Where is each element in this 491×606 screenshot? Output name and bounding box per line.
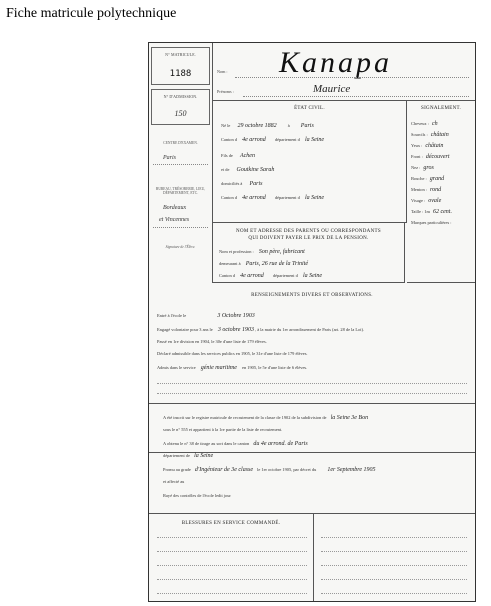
name-header bbox=[213, 43, 475, 101]
bureau-line bbox=[153, 227, 208, 228]
left-column bbox=[149, 43, 213, 283]
service-tail: en 1905, le 5e d'une liste de 6 élèves. bbox=[242, 365, 308, 370]
recruit-departement-label: département de bbox=[163, 453, 190, 458]
promotion-grade: d'Ingénieur de 3e classe bbox=[194, 467, 254, 473]
wound-line-10 bbox=[321, 593, 467, 594]
parents-title: NOM ET ADRESSE DES PARENTS OU CORRESPONDANTS bbox=[236, 229, 381, 234]
first-name: Maurice bbox=[313, 83, 351, 95]
domicile-departement-label: département d bbox=[274, 195, 300, 200]
engagement-label: Engagé volontaire pour 3 ans le bbox=[157, 327, 213, 332]
division-row: Passé en 1re division en 1904, le 30e d'une liste de 179 élèves. bbox=[157, 339, 267, 344]
domicile-canton-label: Canton d bbox=[221, 195, 237, 200]
tirage-canton: du 4e arrond. de Paris bbox=[253, 441, 308, 447]
nom-line bbox=[235, 77, 469, 78]
signalement-value: découvert bbox=[425, 154, 450, 160]
signalement-value: châtain bbox=[425, 143, 444, 149]
matricule-caption: N° MATRICULE. bbox=[165, 52, 196, 57]
domicile-value: Paris bbox=[249, 181, 263, 187]
signalement-row bbox=[411, 121, 438, 127]
promotion-row bbox=[163, 467, 376, 473]
signalement-value: 62 cent. bbox=[432, 209, 452, 215]
prenoms-line bbox=[243, 96, 469, 97]
parents-section bbox=[213, 223, 405, 283]
mother-row bbox=[221, 167, 274, 173]
signalement-value: grand bbox=[429, 176, 445, 182]
signalement-label: Sourcils : bbox=[411, 132, 428, 137]
mother-name: Goutkine Sarah bbox=[236, 167, 275, 173]
service-value: génie maritime bbox=[200, 365, 237, 371]
parent-departement: la Seine bbox=[302, 273, 323, 279]
domicile-label: domiciliés à bbox=[221, 181, 243, 186]
birth-date-label: Né le bbox=[221, 123, 231, 128]
signalement-row bbox=[411, 143, 443, 149]
signalement-row bbox=[411, 187, 441, 193]
engagement-date: 3 octobre 1903 bbox=[217, 327, 254, 333]
birth-departement: la Seine bbox=[304, 137, 325, 143]
registry-number-row: sous le n° 555 et appartient à la 1re partie de la liste de recrutement. bbox=[163, 427, 283, 432]
wound-line-4 bbox=[157, 579, 307, 580]
parent-canton-label: Canton d bbox=[219, 273, 235, 278]
affectation-row: et affecté au bbox=[163, 479, 185, 484]
domicile-canton-row bbox=[221, 195, 324, 201]
registry-row bbox=[163, 415, 368, 421]
parent-canton: 4e arrond bbox=[240, 273, 264, 279]
bureau-value: Bordeaux bbox=[163, 205, 187, 211]
entry-date: 3 Octobre 1903 bbox=[217, 313, 255, 319]
wounds-section bbox=[149, 513, 475, 601]
signalement-row bbox=[411, 154, 450, 160]
centre-value: Paris bbox=[163, 155, 177, 161]
signalement-row bbox=[411, 220, 454, 226]
entry-row bbox=[157, 313, 255, 319]
struck-off-row: Rayé des contrôles de l'école ledit jour bbox=[163, 493, 231, 498]
domicile-row bbox=[221, 181, 262, 187]
admission-box bbox=[151, 89, 210, 125]
domicile-canton: 4e arrond bbox=[242, 195, 266, 201]
entry-label: Entré à l'école le bbox=[157, 313, 187, 318]
centre-caption: CENTRE D'EXAMEN. bbox=[163, 141, 198, 145]
service-row bbox=[157, 365, 307, 371]
signalement-row bbox=[411, 165, 434, 171]
wound-line-5 bbox=[157, 593, 307, 594]
signalement-label: Front : bbox=[411, 154, 423, 159]
blank-line-1 bbox=[157, 383, 467, 384]
birth-place-label: à bbox=[287, 123, 290, 128]
parent-profession: Son père, fabricant bbox=[258, 249, 305, 255]
promotion-label: Promu au grade bbox=[163, 467, 191, 472]
parent-address: Paris, 26 rue de la Trinité bbox=[245, 261, 309, 267]
matricule-number: 1188 bbox=[169, 69, 192, 79]
signalement-label: Bouche : bbox=[411, 176, 427, 181]
wound-line-9 bbox=[321, 579, 467, 580]
wound-line-3 bbox=[157, 565, 307, 566]
signalement-label: Nez : bbox=[411, 165, 421, 170]
father-row bbox=[221, 153, 255, 159]
parent-address-row bbox=[219, 261, 308, 267]
service-label: Admis dans le service bbox=[157, 365, 196, 370]
etat-civil-title: ÉTAT CIVIL. bbox=[294, 106, 325, 111]
signalement-label: Yeux : bbox=[411, 143, 423, 148]
signalement-label: Menton : bbox=[411, 187, 427, 192]
recruit-departement: la Seine bbox=[194, 453, 214, 459]
domicile-departement: la Seine bbox=[304, 195, 325, 201]
wounds-top-rule bbox=[149, 513, 475, 514]
signalement-title: SIGNALEMENT. bbox=[420, 106, 462, 111]
signalement-value: châtain bbox=[430, 132, 449, 138]
father-name: Achen bbox=[239, 153, 255, 159]
signalement-value: ovale bbox=[428, 198, 442, 204]
wound-line-7 bbox=[321, 551, 467, 552]
matricule-box bbox=[151, 47, 210, 85]
nom-label: Nom : bbox=[217, 69, 228, 74]
engagement-tail: , à la mairie du 1er arrondissement de Paris (art. 28 de la Loi). bbox=[255, 327, 365, 332]
signalement-value: rond bbox=[429, 187, 442, 193]
signalement-label: Marques particulières : bbox=[411, 220, 452, 225]
renseignements-title: RENSEIGNEMENTS DIVERS ET OBSERVATIONS. bbox=[251, 293, 373, 298]
signalement-section bbox=[407, 101, 475, 283]
wound-line-6 bbox=[321, 537, 467, 538]
registry-text: A été inscrit sur le registre matricule de recrutement de la classe de 1902 de la subdivision de bbox=[163, 415, 327, 420]
centre-line bbox=[153, 164, 208, 165]
bureau-caption: BUREAU, TRÉSORERIE, LIEU, DÉPARTEMENT, ETC. bbox=[155, 187, 206, 195]
promotion-text: le 1er octobre 1905, par décret du bbox=[257, 467, 317, 472]
signalement-label: Taille : 1m bbox=[411, 209, 430, 214]
parent-profession-label: Nom et profession : bbox=[219, 249, 254, 254]
registry-subdivision: la Seine 3e Bon bbox=[330, 415, 369, 421]
wounds-title: BLESSURES EN SERVICE COMMANDÉ. bbox=[181, 521, 281, 526]
tirage-text: A obtenu le n° 38 de tirage au sort dans le canton bbox=[163, 441, 250, 446]
signalement-label: Visage : bbox=[411, 198, 426, 203]
prenoms-label: Prénoms : bbox=[217, 89, 234, 94]
parent-address-label: demeurant à bbox=[219, 261, 241, 266]
signalement-value: ch bbox=[431, 121, 438, 127]
admission-number: 150 bbox=[174, 109, 187, 118]
wound-line-1 bbox=[157, 537, 307, 538]
promotion-decree-date: 1er Septembre 1905 bbox=[327, 467, 376, 473]
parent-departement-label: département d bbox=[272, 273, 298, 278]
wound-line-2 bbox=[157, 551, 307, 552]
signalement-row bbox=[411, 132, 449, 138]
wounds-split bbox=[313, 513, 314, 601]
recruitment-divider bbox=[149, 403, 475, 404]
signalement-row bbox=[411, 176, 444, 182]
signalement-row bbox=[411, 209, 452, 215]
parent-canton-row bbox=[219, 273, 322, 279]
engagement-row bbox=[157, 327, 364, 333]
birth-canton-label: Canton d bbox=[221, 137, 237, 142]
etat-civil-section bbox=[213, 101, 407, 223]
matricule-sheet bbox=[148, 42, 476, 602]
page-title: Fiche matricule polytechnique bbox=[6, 6, 177, 21]
signalement-label: Cheveux : bbox=[411, 121, 429, 126]
parent-profession-row bbox=[219, 249, 305, 255]
surname: Kanapa bbox=[279, 46, 393, 79]
mother-label: et de bbox=[221, 167, 230, 172]
admission-caption: N° D'ADMISSION. bbox=[163, 94, 198, 99]
admissible-row: Déclaré admissible dans les services publics en 1905, le 31e d'une liste de 179 élèves. bbox=[157, 351, 308, 356]
birth-canton-row bbox=[221, 137, 324, 143]
birth-date: 29 octobre 1882 bbox=[237, 123, 277, 129]
birth-canton: 4e arrond bbox=[242, 137, 266, 143]
signature-label: Signature de l'Élève. bbox=[165, 245, 196, 249]
birth-row bbox=[221, 123, 314, 129]
signalement-value: gros bbox=[423, 165, 434, 171]
birth-departement-label: département d bbox=[274, 137, 300, 142]
tirage-row bbox=[163, 441, 308, 447]
blank-line-2 bbox=[157, 393, 467, 394]
signalement-row bbox=[411, 198, 441, 204]
recruit-departement-row bbox=[163, 453, 213, 459]
father-label: Fils de bbox=[221, 153, 233, 158]
bureau-value-2: et Vincennes bbox=[159, 217, 190, 223]
wound-line-8 bbox=[321, 565, 467, 566]
parents-subtitle: QUI DOIVENT PAYER LE PRIX DE LA PENSION. bbox=[248, 236, 369, 241]
birth-place: Paris bbox=[300, 123, 314, 129]
